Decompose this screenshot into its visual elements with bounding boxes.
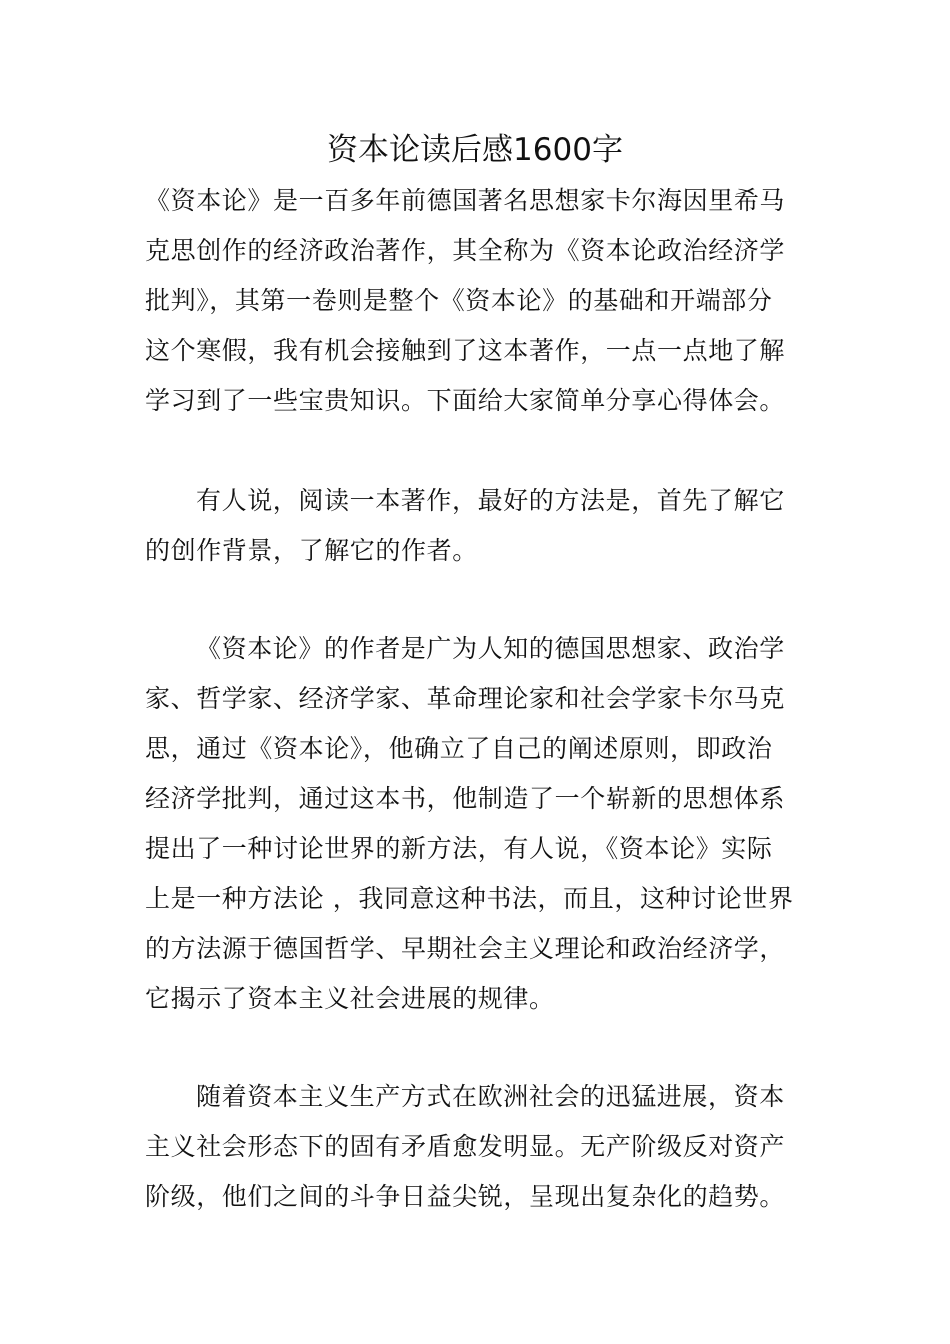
paragraph-1-line-4: 这个寒假，我有机会接触到了这本著作，一点一点地了解: [145, 336, 786, 365]
paragraph-1-line-3: 批判》，其第一卷则是整个《资本论》的基础和开端部分: [145, 286, 773, 315]
paragraph-1-line-5: 学习到了一些宝贵知识。下面给大家简单分享心得体会。: [145, 386, 786, 415]
paragraph-2-line-2: 的创作背景，了解它的作者。: [145, 536, 478, 565]
paragraph-3-line-5: 提出了一种讨论世界的新方法，有人说，《资本论》实际: [145, 834, 773, 863]
paragraph-2-line-1: 有人说，阅读一本著作，最好的方法是，首先了解它: [196, 486, 785, 515]
paragraph-3-line-1: 《资本论》的作者是广为人知的德国思想家、政治学: [196, 634, 785, 663]
document-title: 资本论读后感1600字: [327, 132, 623, 168]
paragraph-3-line-4: 经济学批判，通过这本书，他制造了一个崭新的思想体系: [145, 784, 786, 813]
paragraph-1-line-1: 《资本论》是一百多年前德国著名思想家卡尔海因里希马: [145, 186, 786, 215]
paragraph-3-line-6: 上是一种方法论 ，我同意这种书法，而且，这种讨论世界: [145, 884, 794, 913]
paragraph-4-line-1: 随着资本主义生产方式在欧洲社会的迅猛进展，资本: [196, 1082, 785, 1111]
paragraph-3-line-8: 它揭示了资本主义社会进展的规律。: [145, 984, 555, 1013]
paragraph-4-line-3: 阶级，他们之间的斗争日益尖锐，呈现出复杂化的趋势。: [145, 1182, 786, 1211]
paragraph-1-line-2: 克思创作的经济政治著作，其全称为《资本论政治经济学: [145, 236, 786, 265]
paragraph-3-line-7: 的方法源于德国哲学、早期社会主义理论和政治经济学，: [145, 934, 786, 963]
paragraph-3-line-3: 思，通过《资本论》，他确立了自己的阐述原则，即政治: [145, 734, 773, 763]
paragraph-4-line-2: 主义社会形态下的固有矛盾愈发明显。无产阶级反对资产: [145, 1132, 786, 1161]
paragraph-3-line-2: 家、哲学家、经济学家、革命理论家和社会学家卡尔马克: [145, 684, 786, 713]
